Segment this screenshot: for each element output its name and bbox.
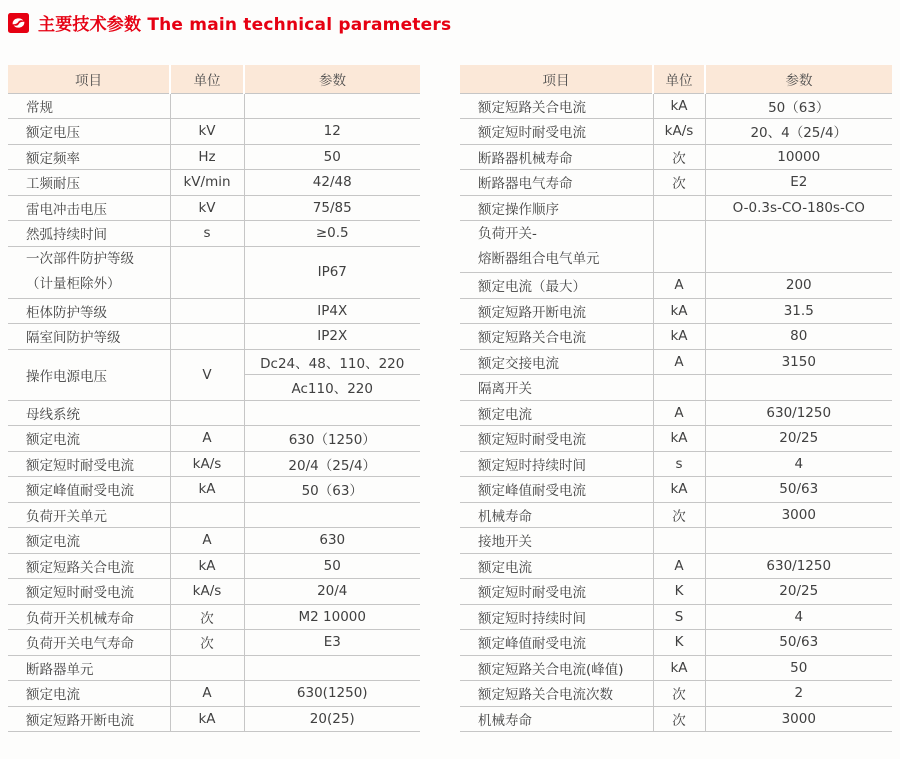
unit-cell	[170, 246, 244, 298]
unit-cell: kA	[653, 426, 705, 452]
table-row	[8, 426, 420, 452]
unit-cell: 次	[653, 706, 705, 732]
param-cell: 50（63）	[244, 477, 420, 503]
param-cell: 630	[244, 528, 420, 554]
unit-cell: kA/s	[653, 119, 705, 145]
parameter-tables	[8, 65, 900, 732]
table-row	[460, 630, 892, 656]
table-row	[460, 604, 892, 630]
page-title-zh: 主要技术参数	[38, 15, 142, 35]
section-title-row	[0, 0, 900, 34]
unit-cell: kA	[653, 477, 705, 503]
table-row	[460, 400, 892, 426]
unit-cell: s	[653, 451, 705, 477]
param-cell: M2 10000	[244, 604, 420, 630]
item-cell: 额定峰值耐受电流	[460, 630, 653, 656]
param-cell: 3000	[705, 706, 892, 732]
item-line: （计量柜除外）	[26, 276, 121, 292]
unit-cell: s	[170, 221, 244, 247]
unit-cell: kA	[170, 553, 244, 579]
item-cell: 断路器电气寿命	[460, 170, 653, 196]
item-cell: 然弧持续时间	[8, 221, 170, 247]
table-row	[8, 324, 420, 350]
item-cell: 雷电冲击电压	[8, 195, 170, 221]
item-cell: 负荷开关电气寿命	[8, 630, 170, 656]
table-row	[460, 579, 892, 605]
item-cell: 母线系统	[8, 400, 170, 426]
unit-cell	[653, 195, 705, 221]
column-header-param: 参数	[244, 65, 420, 93]
table-row	[8, 451, 420, 477]
table-row	[460, 553, 892, 579]
item-line: 负荷开关-	[478, 225, 537, 242]
unit-cell: kA	[653, 655, 705, 681]
item-line: 熔断器组合电气单元	[478, 250, 600, 267]
unit-cell: kA	[653, 324, 705, 350]
parameters-table-right	[460, 65, 892, 732]
table-row	[460, 528, 892, 554]
unit-cell	[170, 655, 244, 681]
param-cell: 20/4	[244, 579, 420, 605]
table-header-row	[8, 65, 420, 93]
table-row	[460, 477, 892, 503]
unit-cell: 次	[653, 681, 705, 707]
param-cell	[244, 400, 420, 426]
param-cell: 200	[705, 273, 892, 299]
unit-cell: K	[653, 630, 705, 656]
unit-cell: kA/s	[170, 451, 244, 477]
param-cell	[244, 502, 420, 528]
unit-cell: A	[653, 553, 705, 579]
table-row	[460, 375, 892, 401]
param-cell: 50/63	[705, 630, 892, 656]
param-cell: 630(1250)	[244, 681, 420, 707]
unit-cell: 次	[653, 170, 705, 196]
unit-cell	[170, 298, 244, 324]
unit-cell: A	[170, 681, 244, 707]
unit-cell	[170, 502, 244, 528]
param-cell: 2	[705, 681, 892, 707]
unit-cell: kA	[653, 93, 705, 119]
item-cell: 额定短路关合电流	[460, 324, 653, 350]
param-cell: 3000	[705, 502, 892, 528]
item-cell: 操作电源电压	[8, 349, 170, 400]
table-row	[8, 246, 420, 298]
table-row	[8, 221, 420, 247]
unit-cell: kV	[170, 119, 244, 145]
unit-cell: 次	[170, 630, 244, 656]
item-cell: 额定短路关合电流次数	[460, 681, 653, 707]
item-cell: 断路器机械寿命	[460, 144, 653, 170]
param-cell	[705, 528, 892, 554]
param-cell: 75/85	[244, 195, 420, 221]
param-cell: 20/25	[705, 579, 892, 605]
unit-cell: kA/s	[170, 579, 244, 605]
item-cell: 隔室间防护等级	[8, 324, 170, 350]
unit-cell	[170, 93, 244, 119]
column-header-param: 参数	[705, 65, 892, 93]
unit-cell	[653, 528, 705, 554]
table-row	[460, 349, 892, 375]
item-cell: 额定短时持续时间	[460, 451, 653, 477]
table-row	[8, 119, 420, 145]
unit-cell	[170, 400, 244, 426]
item-cell	[8, 246, 170, 298]
unit-cell: V	[170, 349, 244, 400]
column-header-item: 项目	[460, 65, 653, 93]
param-cell: 20/25	[705, 426, 892, 452]
item-cell: 常规	[8, 93, 170, 119]
item-cell: 隔离开关	[460, 375, 653, 401]
table-row	[8, 349, 420, 375]
table-row	[460, 655, 892, 681]
unit-cell: kA	[653, 298, 705, 324]
param-cell: IP2X	[244, 324, 420, 350]
table-row	[8, 604, 420, 630]
table-row	[460, 706, 892, 732]
param-cell: ≥0.5	[244, 221, 420, 247]
table-row	[460, 273, 892, 299]
item-cell: 额定短路开断电流	[460, 298, 653, 324]
table-row	[460, 451, 892, 477]
item-cell: 额定短时耐受电流	[460, 579, 653, 605]
table-row	[8, 477, 420, 503]
table-row	[460, 119, 892, 145]
param-cell: E2	[705, 170, 892, 196]
item-line: 一次部件防护等级	[26, 251, 134, 268]
item-cell: 额定峰值耐受电流	[460, 477, 653, 503]
param-cell: E3	[244, 630, 420, 656]
item-cell: 断路器单元	[8, 655, 170, 681]
param-cell: 80	[705, 324, 892, 350]
param-cell: IP4X	[244, 298, 420, 324]
item-cell: 机械寿命	[460, 706, 653, 732]
table-row	[8, 528, 420, 554]
unit-cell: Hz	[170, 144, 244, 170]
param-cell: 630（1250）	[244, 426, 420, 452]
item-cell: 额定短路关合电流	[8, 553, 170, 579]
table-row	[8, 579, 420, 605]
table-row	[460, 681, 892, 707]
table-row	[460, 93, 892, 119]
param-cell: 4	[705, 451, 892, 477]
page-title-en: The main technical parameters	[147, 15, 452, 35]
table-row	[8, 195, 420, 221]
item-cell: 额定峰值耐受电流	[8, 477, 170, 503]
unit-cell: 次	[653, 144, 705, 170]
item-cell: 额定电流	[460, 400, 653, 426]
param-cell	[705, 221, 892, 273]
item-cell: 负荷开关单元	[8, 502, 170, 528]
item-cell: 额定电压	[8, 119, 170, 145]
unit-cell	[653, 221, 705, 273]
param-cell: IP67	[244, 246, 420, 298]
table-row	[8, 400, 420, 426]
item-cell: 额定短路关合电流(峰值)	[460, 655, 653, 681]
table-row	[8, 630, 420, 656]
item-cell: 接地开关	[460, 528, 653, 554]
param-cell: 31.5	[705, 298, 892, 324]
unit-cell: K	[653, 579, 705, 605]
param-cell: 42/48	[244, 170, 420, 196]
param-cell: 50	[244, 553, 420, 579]
param-cell	[705, 375, 892, 401]
table-row	[460, 195, 892, 221]
param-cell: Ac110、220	[244, 375, 420, 401]
item-cell: 额定频率	[8, 144, 170, 170]
table-row	[460, 298, 892, 324]
param-cell: 12	[244, 119, 420, 145]
table-row	[8, 655, 420, 681]
param-cell: 10000	[705, 144, 892, 170]
item-cell: 额定短时持续时间	[460, 604, 653, 630]
item-cell: 额定短路关合电流	[460, 93, 653, 119]
unit-cell: A	[170, 426, 244, 452]
param-cell: 4	[705, 604, 892, 630]
param-cell	[244, 655, 420, 681]
param-cell: 630/1250	[705, 400, 892, 426]
table-row	[8, 144, 420, 170]
item-cell: 额定短时耐受电流	[460, 119, 653, 145]
table-row	[8, 681, 420, 707]
param-cell: 20、4（25/4）	[705, 119, 892, 145]
item-cell: 额定短时耐受电流	[8, 579, 170, 605]
item-cell: 额定短路开断电流	[8, 706, 170, 732]
column-header-unit: 单位	[653, 65, 705, 93]
item-cell: 额定电流	[460, 553, 653, 579]
item-cell: 额定电流（最大）	[460, 273, 653, 299]
item-cell: 额定操作顺序	[460, 195, 653, 221]
item-cell: 额定交接电流	[460, 349, 653, 375]
table-row	[8, 502, 420, 528]
column-header-item: 项目	[8, 65, 170, 93]
table-row	[460, 144, 892, 170]
item-cell: 额定电流	[8, 681, 170, 707]
param-cell: 630/1250	[705, 553, 892, 579]
param-cell: 20(25)	[244, 706, 420, 732]
table-row	[8, 706, 420, 732]
param-cell: 50	[244, 144, 420, 170]
item-cell: 工频耐压	[8, 170, 170, 196]
table-row	[8, 93, 420, 119]
item-cell: 额定短时耐受电流	[460, 426, 653, 452]
item-cell: 负荷开关机械寿命	[8, 604, 170, 630]
param-cell: Dc24、48、110、220	[244, 349, 420, 375]
unit-cell: kA	[170, 706, 244, 732]
param-cell: 20/4（25/4）	[244, 451, 420, 477]
unit-cell: kV	[170, 195, 244, 221]
table-row	[460, 502, 892, 528]
item-cell	[460, 221, 653, 273]
brand-logo-icon	[8, 13, 29, 33]
param-cell: O-0.3s-CO-180s-CO	[705, 195, 892, 221]
table-row	[8, 170, 420, 196]
table-row	[8, 553, 420, 579]
unit-cell: 次	[653, 502, 705, 528]
unit-cell: kV/min	[170, 170, 244, 196]
page-title	[38, 10, 451, 35]
param-cell: 50/63	[705, 477, 892, 503]
item-cell: 额定短时耐受电流	[8, 451, 170, 477]
unit-cell: S	[653, 604, 705, 630]
param-cell: 3150	[705, 349, 892, 375]
unit-cell	[653, 375, 705, 401]
table-row	[8, 298, 420, 324]
param-cell: 50	[705, 655, 892, 681]
table-row	[460, 221, 892, 273]
unit-cell: A	[170, 528, 244, 554]
unit-cell	[170, 324, 244, 350]
unit-cell: A	[653, 400, 705, 426]
unit-cell: A	[653, 273, 705, 299]
item-cell: 柜体防护等级	[8, 298, 170, 324]
parameters-table-left	[8, 65, 420, 732]
item-cell: 机械寿命	[460, 502, 653, 528]
unit-cell: 次	[170, 604, 244, 630]
table-row	[460, 170, 892, 196]
param-cell	[244, 93, 420, 119]
table-row	[460, 324, 892, 350]
item-cell: 额定电流	[8, 426, 170, 452]
table-header-row	[460, 65, 892, 93]
unit-cell: A	[653, 349, 705, 375]
item-cell: 额定电流	[8, 528, 170, 554]
column-header-unit: 单位	[170, 65, 244, 93]
param-cell: 50（63）	[705, 93, 892, 119]
unit-cell: kA	[170, 477, 244, 503]
table-row	[460, 426, 892, 452]
